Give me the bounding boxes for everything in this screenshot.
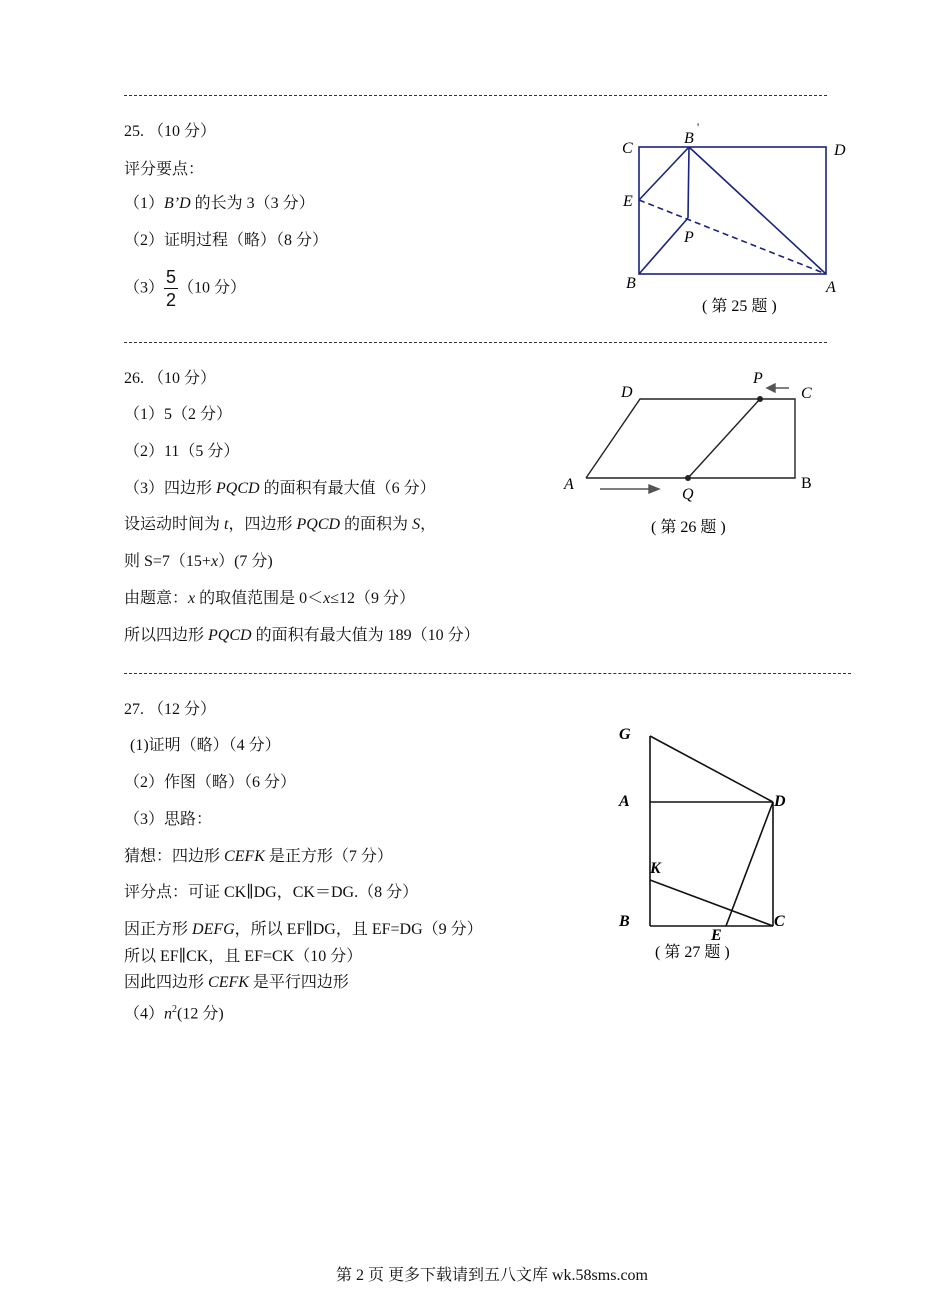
q25-part2: （2）证明过程（略）（8 分） [124,232,329,249]
var: PQCD [216,480,260,497]
q26-outline [586,399,795,478]
q25-label-E: E [623,193,633,210]
text: (12 分) [177,1005,224,1023]
q26-line3 [124,479,436,499]
q26-line4 [124,515,436,535]
page-footer: 第 2 页 更多下载请到五八文库 wk.58sms.com [336,1267,649,1284]
text: 猜想：四边形 [124,848,225,865]
q27-label-C: C [774,913,785,930]
q26-line1: （1）5（2 分） [124,406,233,423]
text: 所以四边形 [124,627,209,644]
var: t [224,516,229,533]
exponent: 2 [172,1004,178,1015]
q25-seg-EB' [639,147,689,200]
q26-figure [555,362,825,542]
q27-seg-KC [650,880,773,926]
separator-top [124,95,827,96]
q25-part3 [124,266,246,311]
var: S [412,516,421,533]
q27-figure [610,720,810,970]
q26-caption: ( 第 26 题 ) [651,519,726,536]
q26-arrow-right-head [649,485,659,493]
q26-label-Q: Q [682,486,694,503]
text: 则 S=7（15+ [124,553,211,570]
q26-line6 [124,589,415,609]
q27-label-A: A [619,793,630,810]
q27-line2: （2）作图（略）（6 分） [124,774,297,791]
q25-part1 [124,194,315,214]
q25-part1-prefix: （1） [124,195,165,212]
q25-label-P: P [684,229,694,246]
text: 设运动时间为 [124,516,225,533]
fraction-denominator: 2 [166,290,177,310]
q27-line1: (1)证明（略）（4 分） [130,737,281,754]
var: DEFG [192,921,235,938]
var: x [188,590,196,607]
q27-seg-GD [650,736,773,802]
text: 是平行四边形 [248,974,349,991]
separator-25-26 [124,342,827,343]
q25-seg-EA-dashed [639,200,826,274]
text: ≤12（9 分） [330,590,416,607]
q25-seg-B'A [689,147,826,274]
var: CEFK [224,848,265,865]
q26-point-Q [685,475,691,481]
text: 的取值范围是 0＜ [195,590,324,607]
q26-arrow-left-head [767,384,775,392]
q25-part3-prefix: （3） [124,279,165,297]
q26-label-P: P [753,370,763,387]
q25-label-A: A [826,279,836,296]
q26-seg-PQ [688,399,760,478]
text: ，四边形 [228,516,297,533]
q27-line8 [124,973,349,993]
text: ， [420,516,437,533]
q27-line4 [124,847,393,867]
var: x [323,590,331,607]
q25-seg-B'P [688,147,689,218]
q27-header: 27. （12 分） [124,701,217,718]
q27-caption: ( 第 27 题 ) [655,944,730,961]
q26-label-A: A [564,476,574,493]
var: CEFK [208,974,249,991]
q26-label-C: C [801,385,812,402]
q25-label-C: C [622,140,633,157]
q26-point-P [757,396,763,402]
text: 因正方形 [124,921,193,938]
q27-label-G: G [619,726,631,743]
text: 的面积有最大值为 189（10 分） [251,627,480,644]
q25-part1-text: 的长为 3（3 分） [190,195,315,212]
text: 因此四边形 [124,974,209,991]
var: n [164,1005,173,1023]
q25-seg-BP [639,218,688,274]
text: 是正方形（7 分） [264,848,393,865]
separator-26-27 [124,673,851,674]
var: PQCD [296,516,341,533]
q27-line7: 所以 EF∥CK，且 EF=CK（10 分） [124,948,363,965]
text: ）(7 分) [218,553,273,570]
q25-label-prime-mark: ' [697,120,700,134]
q27-label-E: E [711,927,722,944]
text: 的面积有最大值（6 分） [259,480,436,497]
q26-line2: （2）11（5 分） [124,443,240,460]
text: 由题意： [124,590,189,607]
var: x [210,553,219,570]
q26-label-D: D [621,384,633,401]
q26-label-B: B [801,475,812,492]
q25-figure [600,120,860,320]
text: 的面积为 [340,516,413,533]
q25-part1-var: B’D [164,195,191,212]
q25-label-B-prime: B [684,130,694,147]
text: （4） [124,1005,165,1023]
q26-line7 [124,626,480,646]
q25-label-B: B [626,275,636,292]
q25-label-D: D [834,142,846,159]
q27-label-K: K [650,860,661,877]
q27-line9 [124,1000,224,1024]
q25-part3-score: （10 分） [178,279,247,297]
q25-header: 25. （10 分） [124,123,217,140]
q27-label-D: D [774,793,786,810]
q25-rectangle [639,147,826,274]
q27-seg-DE [726,802,773,926]
q26-line5 [124,552,273,572]
q27-line3: （3）思路： [124,811,213,828]
var: PQCD [208,627,252,644]
q27-label-B: B [619,913,630,930]
text: （3）四边形 [124,480,217,497]
text: ，所以 EF∥DG，且 EF=DG（9 分） [234,921,483,938]
fraction-numerator: 5 [166,267,177,287]
q26-header: 26. （10 分） [124,370,217,387]
q27-line6 [124,920,483,940]
q25-fraction [164,266,178,311]
q27-line5: 评分点：可证 CK∥DG，CK＝DG.（8 分） [124,884,419,901]
q25-intro: 评分要点： [124,161,205,178]
q25-caption: ( 第 25 题 ) [702,298,777,315]
